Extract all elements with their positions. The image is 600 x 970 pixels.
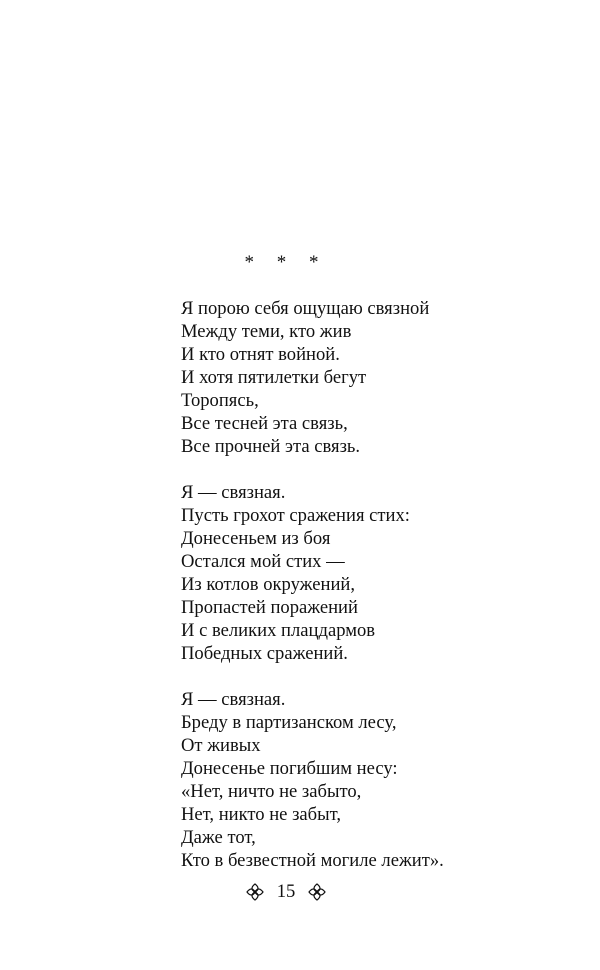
poem-line: Кто в безвестной могиле лежит». <box>181 850 444 871</box>
poem-line: Пропастей поражений <box>181 597 358 618</box>
poem-line: Победных сражений. <box>181 643 348 664</box>
poem-line: Из котлов окружений, <box>181 574 356 595</box>
poem-line: Пусть грохот сражения стих: <box>181 505 410 526</box>
poem-line: Нет, никто не забыт, <box>181 804 341 825</box>
page-footer <box>0 880 572 904</box>
stanza-3 <box>181 688 581 872</box>
poem-line: Между теми, кто жив <box>181 321 352 342</box>
poem-line: Даже тот, <box>181 827 256 848</box>
poem-line: Все тесней эта связь, <box>181 413 348 434</box>
poem-line: Все прочней эта связь. <box>181 436 361 457</box>
poem-line: Бреду в партизанском лесу, <box>181 712 397 733</box>
poem-line: Торопясь, <box>181 390 259 411</box>
poem-line: И кто отнят войной. <box>181 344 340 365</box>
fleuron-left-icon <box>245 882 265 902</box>
poem-line: И хотя пятилетки бегут <box>181 367 367 388</box>
poem-line: Я порою себя ощущаю связной <box>181 298 430 319</box>
poem <box>181 297 581 872</box>
poem-line: «Нет, ничто не забыто, <box>181 781 362 802</box>
poem-line: Донесенье погибшим несу: <box>181 758 398 779</box>
poem-line: Донесеньем из боя <box>181 528 331 549</box>
poem-line: Остался мой стих — <box>181 551 345 572</box>
stanza-2 <box>181 481 581 665</box>
stanza-separator: * * * <box>244 252 328 273</box>
fleuron-right-icon <box>307 882 327 902</box>
stanza-1 <box>181 297 581 458</box>
poem-line: От живых <box>181 735 261 756</box>
page-number: 15 <box>276 881 296 902</box>
poem-line: Я — связная. <box>181 482 286 503</box>
poem-line: Я — связная. <box>181 689 286 710</box>
poem-line: И с великих плацдармов <box>181 620 376 641</box>
